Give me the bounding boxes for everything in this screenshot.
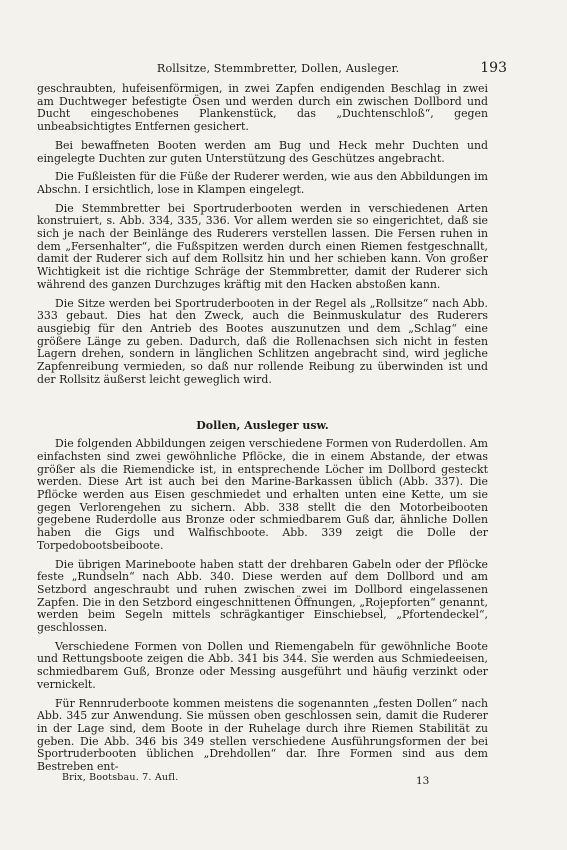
page-footer [62, 772, 505, 787]
section-heading: Dollen, Ausleger usw. [196, 419, 329, 433]
imprint-line: Brix, Bootsbau. 7. Aufl. [62, 772, 179, 783]
running-title: Rollsitze, Stemmbretter, Dollen, Ausleger. [156, 62, 400, 75]
paragraph: Die übrigen Marineboote haben statt der drehbaren Gabeln oder der Pflöcke feste „Rundseln“ nach Abb. 340. Diese werden auf dem Dollbord und am Setzbord angeschraubt und ruhen zwischen zwei im Dollbord eingelassenen Zapfen. Die in den Setzbord eingeschnittenen Öffnungen, „Rojepforten“ genannt, werden beim Segeln mittels schrägkantiger Einschiebsel, „Pfortendeckel“, geschlossen. [37, 557, 488, 635]
paragraph: Die folgenden Abbildungen zeigen verschiedene Formen von Ruderdollen. Am einfachsten sind zwei gewöhnliche Pflöcke, die in einem Abstande, der etwas größer als die Riemendicke ist, in entsprechende Löcher im Dollbord gesteckt werden. Diese Art ist auch bei den Marine-Barkassen üblich (Abb. 337). Die Pflöcke werden aus Eisen geschmiedet und erhalten unten eine Kette, um sie gegen Verlorengehen zu sichern. Abb. 338 stellt die den Motorbeibooten gegebene Ruderdolle aus Bronze oder schmiedbarem Guß dar, ähnliche Dollen haben die Gigs und Walfischboote. Abb. 339 zeigt die Dolle der Torpedobootsbeiboote. [37, 437, 488, 552]
running-head [36, 60, 507, 76]
paragraph: Die Sitze werden bei Sportruderbooten in der Regel als „Rollsitze“ nach Abb. 333 gebaut. Dies hat den Zweck, auch die Beinmuskulatur des Ruderers ausgiebig für den Antrieb des Bootes auszunutzen und dem „Schlag“ eine größere Länge zu geben. Dadurch, daß die Rollenachsen sich nicht in festen Lagern drehen, sondern in länglichen Schlitzen angebracht sind, wird jegliche Zapfenreibung vermieden, so daß nur rollende Reibung zu überwinden ist und der Rollsitz äußerst leicht geweglich wird. [37, 296, 488, 386]
paragraph: Die Fußleisten für die Füße der Ruderer werden, wie aus den Abbildungen im Abschn. I ersichtlich, lose in Klampen eingelegt. [37, 170, 488, 196]
paragraph: Verschiedene Formen von Dollen und Riemengabeln für gewöhnliche Boote und Rettungsboote zeigen die Abb. 341 bis 344. Sie werden aus Schmiedeeisen, schmiedbarem Guß, Bronze oder Messing ausgeführt und häufig verzinkt oder vernickelt. [37, 639, 488, 691]
paragraph: Die Stemmbretter bei Sportruderbooten werden in verschiedenen Arten konstruiert, s. Abb. 334, 335, 336. Vor allem werden sie so eingerichtet, daß sie sich je nach der Beinlänge des Ruderers verstellen lassen. Die Fersen ruhen in dem „Fersenhalter“, die Fußspitzen werden durch einen Riemen festgeschnallt, damit der Ruderer sich auf dem Rollsitz hin und her schieben kann. Von großer Wichtigkeit ist die richtige Schräge der Stemmbretter, damit der Ruderer sich während des ganzen Durchzuges kräftig mit den Hacken abstoßen kann. [37, 201, 488, 291]
paragraph: Bei bewaffneten Booten werden am Bug und Heck mehr Duchten und eingelegte Duchten zur guten Unterstützung des Geschützes angebracht. [37, 138, 488, 165]
body-text [37, 83, 488, 780]
paragraph: geschraubten, hufeisenförmigen, in zwei Zapfen endigenden Beschlag in zwei am Duchtweger befestigte Ösen und werden durch ein zwischen Dollbord und Ducht eingeschobenes Plankenstück, das „Duchtenschloß“, gegen unbeabsichtigtes Entfernen gesichert. [37, 82, 488, 134]
paragraph: Für Rennruderboote kommen meistens die sogenannten „festen Dollen“ nach Abb. 345 zur Anwendung. Sie müssen oben geschlossen sein, damit die Ruderer in der Lage sind, dem Boote in der Ruhelage durch ihre Riemen Stabilität zu geben. Die Abb. 346 bis 349 stellen verschiedene Ausführungsformen der bei Sportruderbooten üblichen „Drehdollen“ dar. Ihre Formen sind aus dem Bestreben ent- [37, 696, 488, 774]
signature-mark: 13 [416, 775, 430, 787]
page-number: 193 [480, 60, 507, 76]
